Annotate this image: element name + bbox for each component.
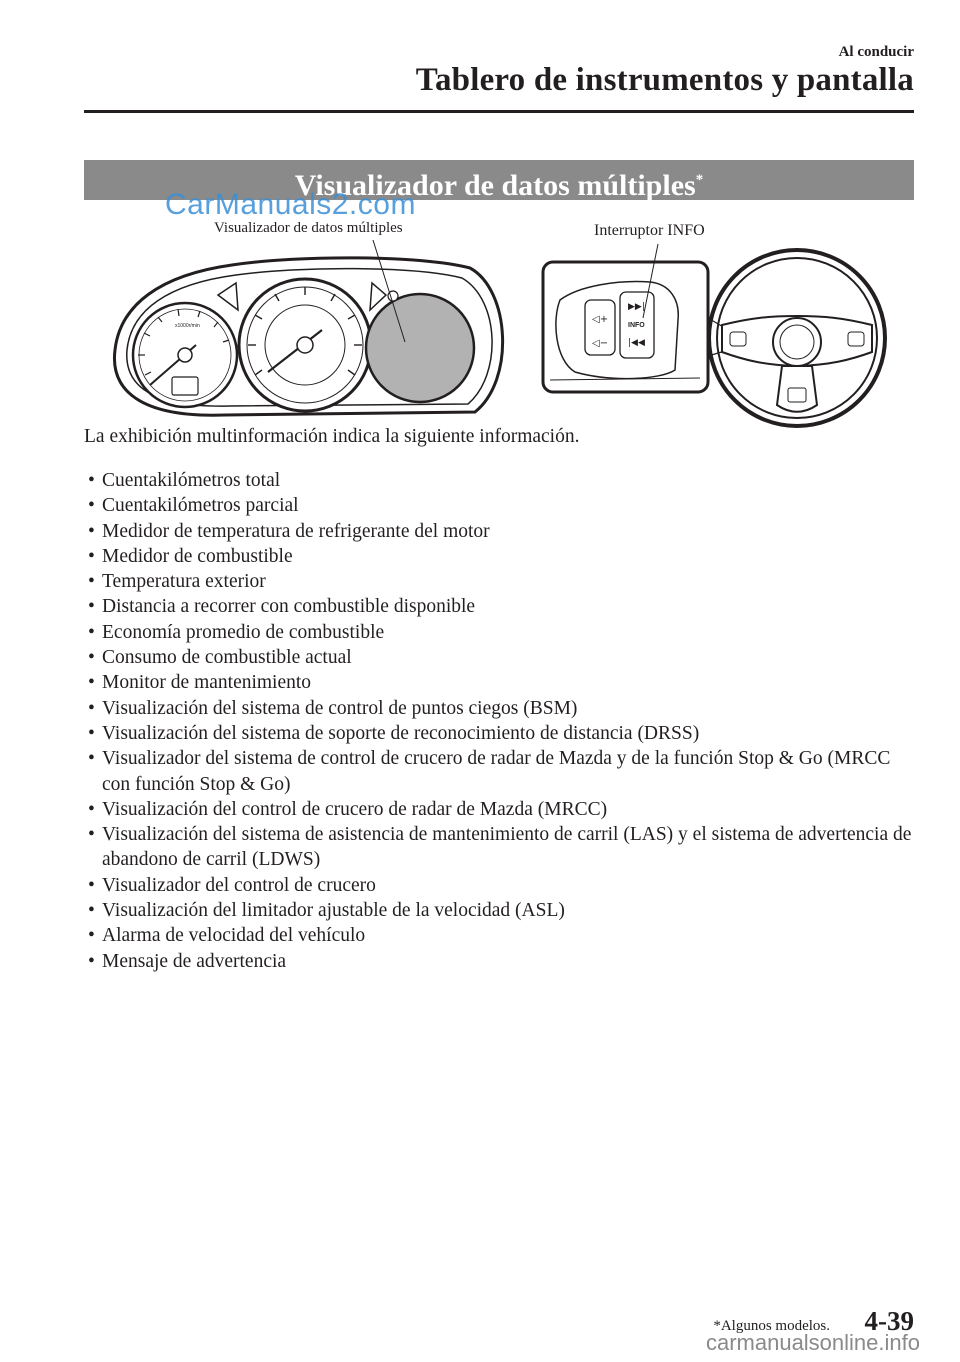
steering-wheel-illustration xyxy=(709,250,885,426)
list-item: • Consumo de combustible actual xyxy=(88,645,918,670)
footer-watermark: carmanualsonline.info xyxy=(705,1330,920,1355)
page-title: Tablero de instrumentos y pantalla xyxy=(415,62,914,98)
list-item: • Visualización del sistema de control de puntos ciegos (BSM) xyxy=(88,696,918,721)
callout-multi-display: Visualizador de datos múltiples xyxy=(214,220,403,236)
list-item: • Cuentakilómetros parcial xyxy=(88,493,918,518)
list-item: • Mensaje de advertencia xyxy=(88,949,918,974)
list-item: • Temperatura exterior xyxy=(88,569,918,594)
svg-text:|◀◀: |◀◀ xyxy=(628,338,645,348)
instrument-cluster-figure xyxy=(0,0,960,430)
info-button-label: INFO xyxy=(628,322,645,329)
multi-information-display xyxy=(366,294,474,402)
list-item: • Medidor de combustible xyxy=(88,544,918,569)
svg-text:◁−: ◁− xyxy=(592,338,609,349)
list-item: • Medidor de temperatura de refrigerante del motor xyxy=(88,519,918,544)
watermark-logo: CarManuals2.com xyxy=(165,188,416,221)
list-item: • Visualizador del sistema de control de crucero de radar de Mazda y de la función Stop & Go (MRCC con función Stop & Go) xyxy=(88,746,918,797)
page-number: 4-39 xyxy=(864,1306,914,1336)
intro-paragraph: La exhibición multinformación indica la siguiente información. xyxy=(84,426,580,447)
callout-info-switch: Interruptor INFO xyxy=(594,222,705,239)
list-item: • Visualización del limitador ajustable de la velocidad (ASL) xyxy=(88,898,918,923)
svg-text:▶▶|: ▶▶| xyxy=(628,302,645,312)
tachometer-unit-label: x1000r/min xyxy=(175,323,200,329)
list-item: • Visualización del control de crucero de radar de Mazda (MRCC) xyxy=(88,797,918,822)
instrument-cluster-illustration xyxy=(114,240,502,415)
list-item: • Distancia a recorrer con combustible disponible xyxy=(88,594,918,619)
list-item: • Alarma de velocidad del vehículo xyxy=(88,923,918,948)
list-item: • Cuentakilómetros total xyxy=(88,468,918,493)
information-list xyxy=(88,468,918,974)
list-item: • Economía promedio de combustible xyxy=(88,620,918,645)
section-heading-text: Visualizador de datos múltiples xyxy=(294,169,696,202)
svg-text:◁+: ◁+ xyxy=(592,314,609,325)
list-item: • Visualización del sistema de soporte de reconocimiento de distancia (DRSS) xyxy=(88,721,918,746)
list-item: • Monitor de mantenimiento xyxy=(88,670,918,695)
footnote: *Algunos modelos. xyxy=(713,1318,830,1334)
list-item: • Visualizador del control de crucero xyxy=(88,873,918,898)
footnote-marker: * xyxy=(695,172,704,188)
list-item: • Visualización del sistema de asistencia de mantenimiento de carril (LAS) y el sistema de advertencia de abandono de carril (LDWS) xyxy=(88,822,918,873)
header-section-label: Al conducir xyxy=(838,44,914,60)
